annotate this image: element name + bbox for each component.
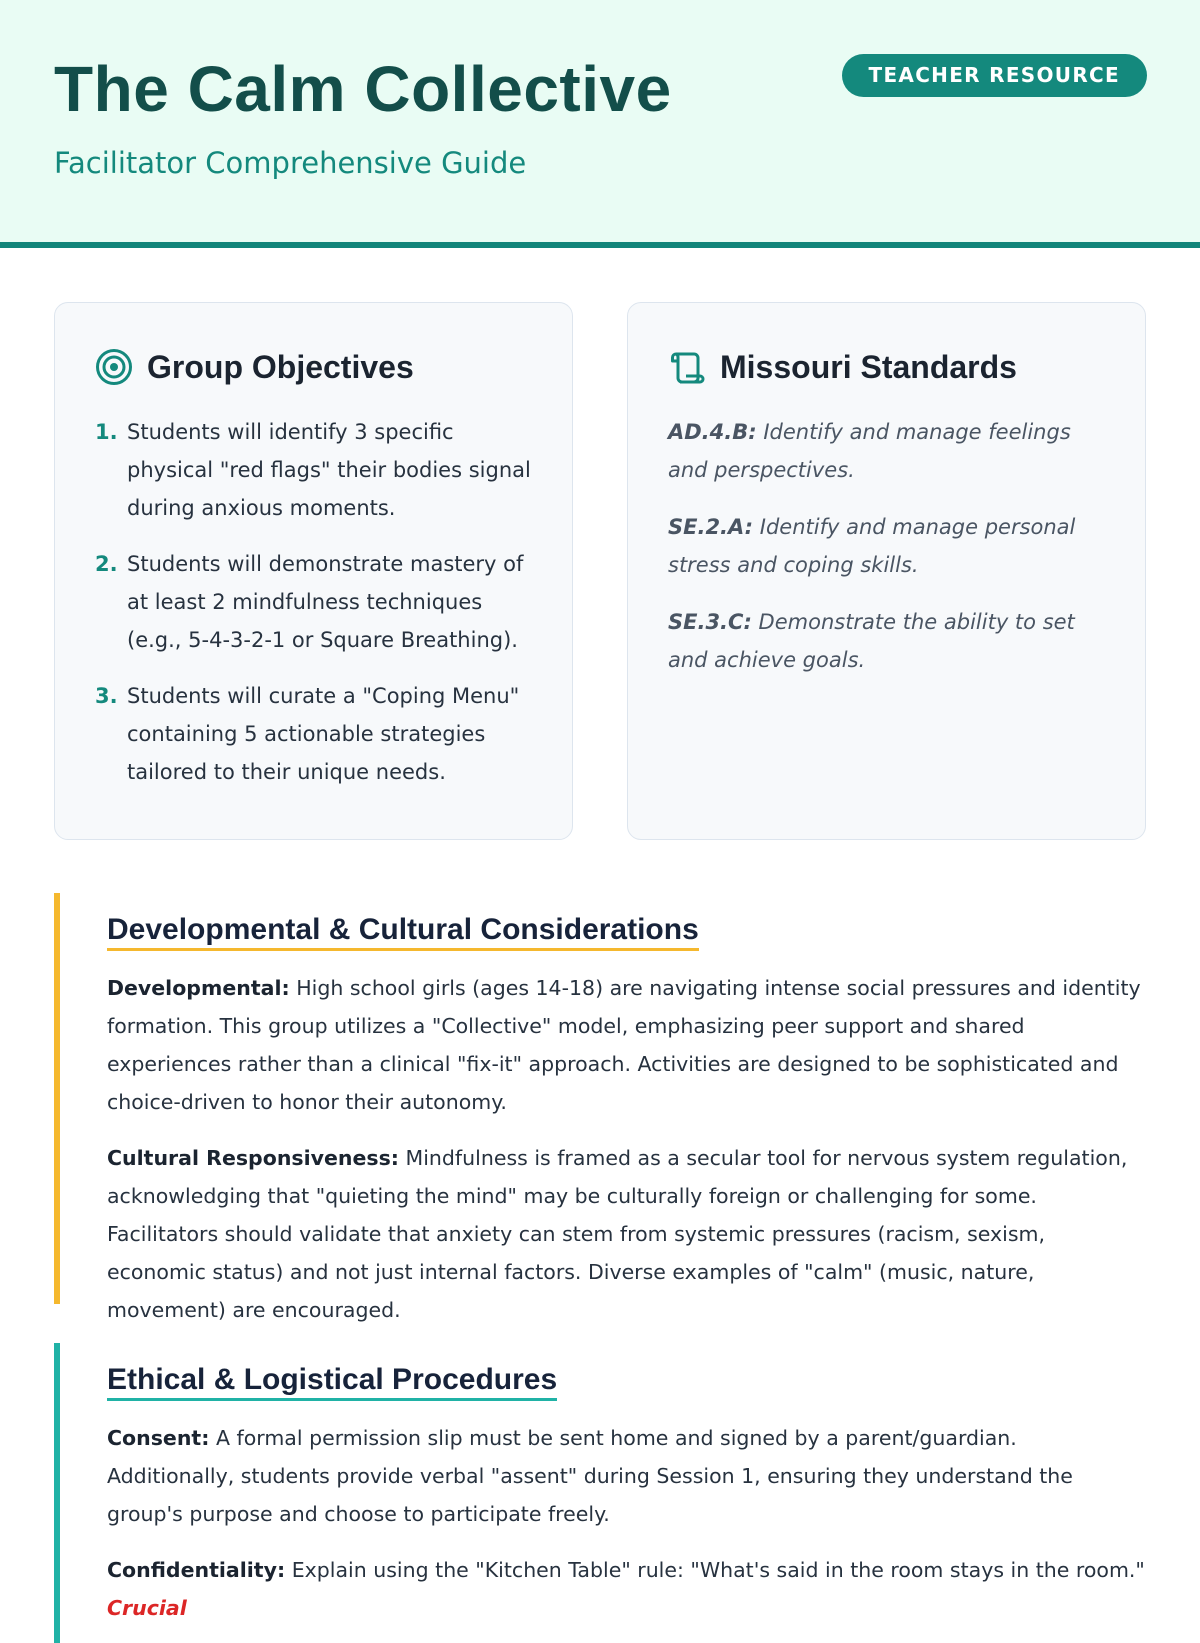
ethical-logistical-section (54, 1343, 1146, 1643)
standard-text: Identify and manage personal stress and coping skills. (668, 515, 1076, 577)
standard-code: SE.2.A: (668, 515, 754, 539)
paragraph-text: A formal permission slip must be sent home and signed by a parent/guardian. Additionally, students provide verbal "assent" during Session 1, ensuring they understand the group's purpose and choose to participate freely. (107, 1426, 1073, 1526)
standard-text: Identify and manage feelings and perspectives. (668, 420, 1071, 482)
paragraph-label: Consent: (107, 1426, 210, 1450)
standard-text: Demonstrate the ability to set and achieve goals. (668, 610, 1075, 672)
target-icon (95, 348, 133, 386)
objective-text: Students will demonstrate mastery of at least 2 mindfulness techniques (e.g., 5-4-3-2-1 or Square Breathing). (127, 552, 524, 652)
missouri-standards-card (627, 302, 1146, 840)
teacher-resource-badge: TEACHER RESOURCE (842, 54, 1147, 97)
confidentiality-paragraph (107, 1551, 1147, 1627)
objectives-list (95, 413, 535, 809)
list-item (668, 413, 1113, 489)
paragraph-text: High school girls (ages 14-18) are navigating intense social pressures and identity formation. This group utilizes a "Collective" model, emphasizing peer support and shared experiences rather than a clinical "fix-it" approach. Activities are designed to be sophisticated and choice-driven to honor their autonomy. (107, 976, 1141, 1114)
ethical-section-title: Ethical & Logistical Procedures (107, 1363, 557, 1401)
group-objectives-card (54, 302, 573, 840)
paragraph-label: Confidentiality: (107, 1558, 286, 1582)
objective-number: 2. (95, 552, 118, 576)
list-item (95, 545, 535, 659)
objective-text: Students will curate a "Coping Menu" containing 5 actionable strategies tailored to their unique needs. (127, 684, 520, 784)
page-subtitle: Facilitator Comprehensive Guide (54, 146, 527, 180)
missouri-standards-title: Missouri Standards (720, 348, 1017, 385)
group-objectives-header (95, 347, 414, 387)
standards-list (668, 413, 1113, 698)
list-item (668, 508, 1113, 584)
developmental-paragraph (107, 969, 1147, 1121)
scroll-icon (668, 348, 706, 386)
crucial-emphasis: Crucial (107, 1596, 187, 1620)
objective-number: 1. (95, 420, 118, 444)
cultural-responsiveness-paragraph (107, 1139, 1147, 1329)
objective-text: Students will identify 3 specific physical "red flags" their bodies signal during anxious moments. (127, 420, 531, 520)
list-item (95, 413, 535, 527)
list-item (668, 603, 1113, 679)
page-title: The Calm Collective (54, 53, 672, 125)
page-header (0, 0, 1200, 248)
developmental-section-title: Developmental & Cultural Considerations (107, 913, 699, 951)
paragraph-label: Developmental: (107, 976, 290, 1000)
paragraph-label: Cultural Responsiveness: (107, 1146, 400, 1170)
standard-code: SE.3.C: (668, 610, 752, 634)
list-item (95, 677, 535, 791)
paragraph-text: Mindfulness is framed as a secular tool for nervous system regulation, acknowledging that "quieting the mind" may be culturally foreign or challenging for some. Facilitators should validate that anxiety can stem from systemic pressures (racism, sexism, economic status) and not just internal factors. Diverse examples of "calm" (music, nature, movement) are encouraged. (107, 1146, 1128, 1322)
paragraph-text: Explain using the "Kitchen Table" rule: "What's said in the room stays in the room." (291, 1558, 1145, 1582)
missouri-standards-header (668, 347, 1017, 387)
consent-paragraph (107, 1419, 1147, 1533)
developmental-cultural-section (54, 893, 1146, 1322)
standard-code: AD.4.B: (668, 420, 757, 444)
group-objectives-title: Group Objectives (147, 348, 414, 385)
objective-number: 3. (95, 684, 118, 708)
